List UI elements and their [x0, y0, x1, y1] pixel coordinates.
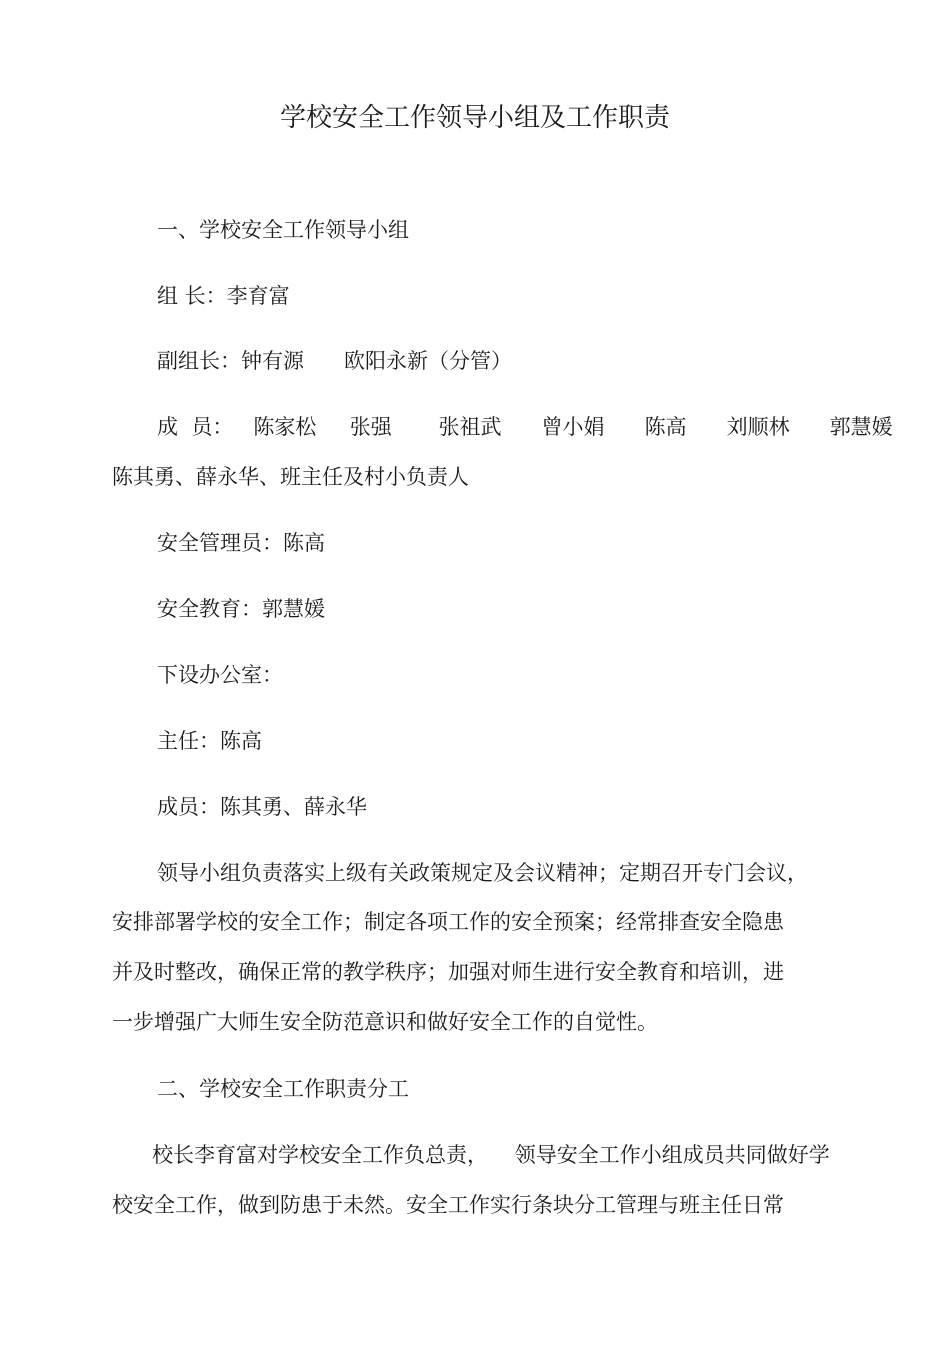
director-line: 主任：陈高 [157, 729, 262, 753]
paragraph-1-line: 一步增强广大师生安全防范意识和做好安全工作的自觉性。 [112, 1010, 658, 1034]
office-members-line: 成员：陈其勇、薛永华 [157, 795, 367, 819]
section-heading-2: 二、学校安全工作职责分工 [157, 1077, 409, 1101]
paragraph-2-line: 校安全工作，做到防患于未然。安全工作实行条块分工管理与班主任日常 [112, 1193, 784, 1217]
safety-education-line: 安全教育：郭慧媛 [157, 597, 325, 621]
section-heading-1: 一、学校安全工作领导小组 [157, 218, 409, 242]
safety-admin-line: 安全管理员：陈高 [157, 531, 325, 555]
paragraph-1-line: 并及时整改，确保正常的教学秩序；加强对师生进行安全教育和培训，进 [112, 960, 784, 984]
members-line-1: 成 员： 陈家松 张强 张祖武 曾小娟 陈高 刘顺林 郭慧媛 [157, 415, 893, 439]
paragraph-2-line: 校长李育富对学校安全工作负总责， 领导安全工作小组成员共同做好学 [152, 1143, 830, 1167]
paragraph-1-line: 安排部署学校的安全工作；制定各项工作的安全预案；经常排查安全隐患 [112, 910, 784, 934]
leader-line: 组 长：李育富 [157, 284, 290, 308]
deputy-line: 副组长：钟有源 欧阳永新（分管） [157, 349, 513, 373]
document-title: 学校安全工作领导小组及工作职责 [279, 103, 670, 133]
members-line-2: 陈其勇、薛永华、班主任及村小负责人 [112, 465, 469, 489]
paragraph-1-line: 领导小组负责落实上级有关政策规定及会议精神；定期召开专门会议， [157, 861, 808, 885]
office-line: 下设办公室： [157, 663, 283, 687]
